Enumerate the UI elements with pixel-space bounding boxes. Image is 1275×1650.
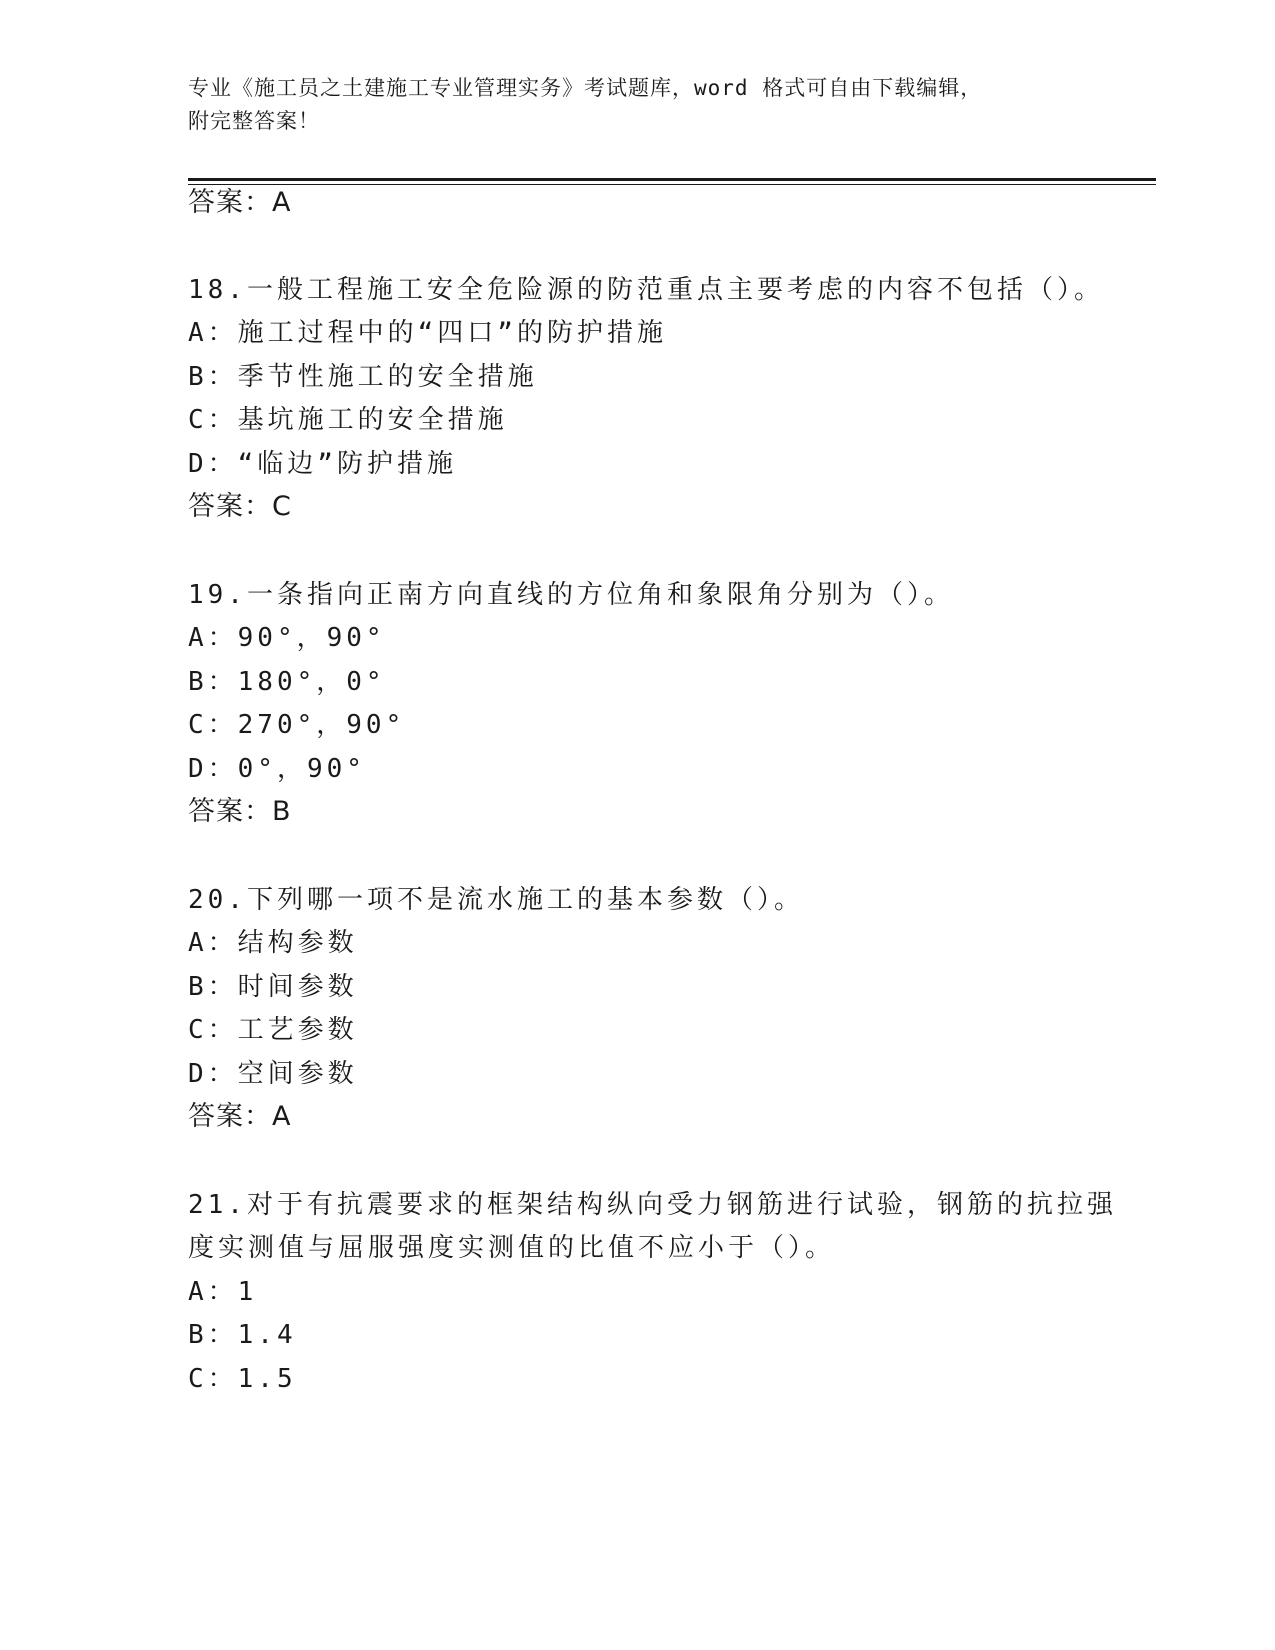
- question-20-option-c: C：工艺参数: [188, 1015, 358, 1045]
- question-20-answer: 答案：A: [188, 1101, 292, 1132]
- question-20-option-b: B：时间参数: [188, 972, 358, 1002]
- header-rule-thin: [188, 184, 1156, 185]
- question-19-option-a: A：90°，90°: [188, 623, 386, 653]
- question-21-option-b: B：1.4: [188, 1320, 297, 1350]
- question-20-stem: 20.下列哪一项不是流水施工的基本参数（）。: [188, 885, 804, 915]
- question-19-answer: 答案：B: [188, 796, 292, 827]
- question-19-stem: 19.一条指向正南方向直线的方位角和象限角分别为（）。: [188, 580, 954, 610]
- question-19-option-c: C：270°，90°: [188, 710, 406, 740]
- document-header: [188, 72, 1068, 138]
- header-rule-thick: [188, 178, 1156, 181]
- question-18-stem: 18.一般工程施工安全危险源的防范重点主要考虑的内容不包括（）。: [188, 275, 1104, 305]
- header-line-2: 附完整答案！: [188, 109, 320, 133]
- question-21-option-c: C：1.5: [188, 1364, 297, 1394]
- question-20-option-a: A：结构参数: [188, 928, 358, 958]
- question-21-stem-line-2: 度实测值与屈服强度实测值的比值不应小于（）。: [188, 1233, 836, 1263]
- question-18-option-c: C：基坑施工的安全措施: [188, 405, 508, 435]
- question-18-option-d: D：“临边”防护措施: [188, 449, 457, 479]
- question-21-stem-line-1: 21.对于有抗震要求的框架结构纵向受力钢筋进行试验，钢筋的抗拉强: [188, 1190, 1117, 1220]
- question-21-option-a: A：1: [188, 1277, 258, 1307]
- answer-prev: 答案：A: [188, 187, 292, 218]
- header-line-1: 专业《施工员之土建施工专业管理实务》考试题库，word 格式可自由下载编辑，: [188, 76, 983, 100]
- question-18-option-b: B：季节性施工的安全措施: [188, 362, 538, 392]
- question-18-answer: 答案：C: [188, 491, 292, 522]
- question-19-option-b: B：180°，0°: [188, 667, 386, 697]
- question-19-option-d: D：0°，90°: [188, 754, 366, 784]
- question-18-option-a: A：施工过程中的“四口”的防护措施: [188, 318, 667, 348]
- question-20-option-d: D：空间参数: [188, 1059, 358, 1089]
